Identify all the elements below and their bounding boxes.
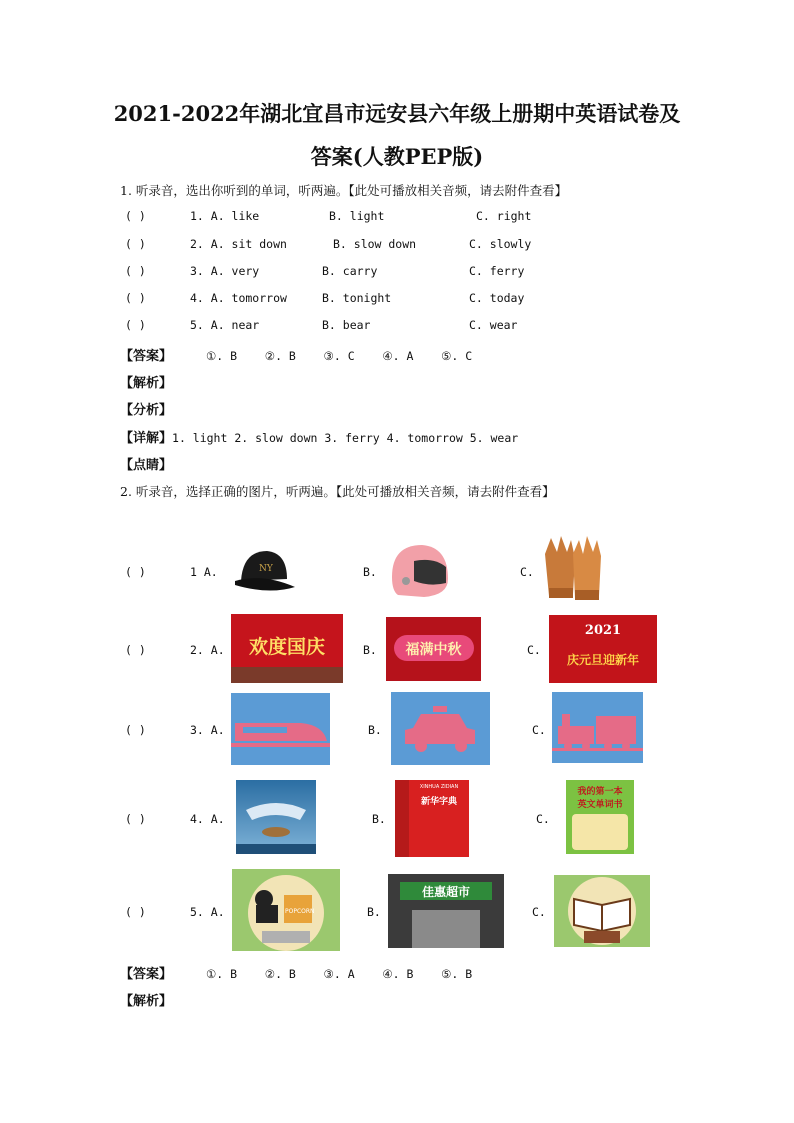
- option-c: C. right: [476, 209, 532, 223]
- answer-blank[interactable]: ( ): [125, 318, 146, 332]
- row-label-b: B.: [368, 723, 382, 737]
- option-a: 5. A. near: [190, 318, 260, 332]
- answer-text: ①. B ②. B ③. A ④. B ⑤. B: [206, 967, 473, 981]
- option-b: B. light: [329, 209, 385, 223]
- market-sign: 佳惠超市: [421, 885, 470, 899]
- gloves-image[interactable]: [537, 532, 611, 608]
- xiangjie-tag: 【详解】: [120, 431, 173, 446]
- answer-blank[interactable]: ( ): [125, 291, 146, 305]
- cap-image[interactable]: [229, 543, 299, 597]
- row-label-c: C.: [532, 905, 546, 919]
- book-cover-image[interactable]: [236, 780, 316, 854]
- answer-blank[interactable]: ( ): [125, 565, 146, 579]
- option-c: C. wear: [469, 318, 518, 332]
- title-line-2: 答案(人教PEP版): [310, 144, 484, 169]
- answer-blank[interactable]: ( ): [125, 209, 146, 223]
- row-label-b: B.: [372, 812, 386, 826]
- row-label-c: C.: [532, 723, 546, 737]
- answer-blank[interactable]: ( ): [125, 643, 146, 657]
- zidian-title: 新华字典: [420, 797, 457, 807]
- book-subtitle: 英文单词书: [577, 800, 623, 810]
- zidian-pinyin: XINHUA ZIDIAN: [419, 784, 459, 790]
- option-a: 2. A. sit down: [190, 237, 287, 251]
- dictionary-image[interactable]: [395, 780, 472, 857]
- option-b: B. tonight: [322, 291, 392, 305]
- steam-train-image[interactable]: [552, 692, 643, 763]
- dianjing-tag: 【点睛】: [120, 458, 173, 473]
- option-b: B. carry: [322, 264, 378, 278]
- xinnian-year-text: 2021: [584, 623, 622, 638]
- row-label-c: C.: [527, 643, 541, 657]
- row-label-c: C.: [520, 565, 534, 579]
- row-label-b: B.: [363, 565, 377, 579]
- option-c: C. today: [469, 291, 525, 305]
- book-title: 我的第一本: [577, 787, 623, 797]
- row-label-c: C.: [536, 812, 550, 826]
- jiexi-tag: 【解析】: [120, 994, 173, 1009]
- answer-blank[interactable]: ( ): [125, 812, 146, 826]
- popcorn-label: POPCORN: [285, 908, 315, 915]
- option-a: 1. A. like: [190, 209, 260, 223]
- answer-blank[interactable]: ( ): [125, 905, 146, 919]
- answer-blank[interactable]: ( ): [125, 723, 146, 737]
- answer-text: ①. B ②. B ③. C ④. A ⑤. C: [206, 349, 473, 363]
- q2-prompt: 2. 听录音，选择正确的图片，听两遍。【此处可播放相关音频，请去附件查看】: [120, 484, 555, 499]
- title-line-1: 2021-2022年湖北宜昌市远安县六年级上册期中英语试卷及: [113, 101, 681, 126]
- guoqing-text: 欢度国庆: [248, 636, 325, 658]
- helmet-image[interactable]: [384, 537, 454, 607]
- option-c: C. ferry: [469, 264, 525, 278]
- option-a: 4. A. tomorrow: [190, 291, 287, 305]
- train-image[interactable]: [231, 693, 330, 765]
- national-day-image[interactable]: [231, 614, 343, 683]
- row-label-b: B.: [363, 643, 377, 657]
- row-label-a: 3. A.: [190, 723, 225, 737]
- svg-text:NY: NY: [259, 564, 273, 574]
- answer-blank[interactable]: ( ): [125, 237, 146, 251]
- option-a: 3. A. very: [190, 264, 260, 278]
- supermarket-image[interactable]: [388, 874, 504, 948]
- zhongqiu-text: 福满中秋: [405, 642, 462, 658]
- library-image[interactable]: [554, 875, 650, 947]
- xinnian-text: 庆元旦迎新年: [566, 653, 639, 667]
- row-label-a: 1 A.: [190, 565, 218, 579]
- new-year-image[interactable]: [549, 615, 657, 683]
- option-b: B. bear: [322, 318, 371, 332]
- row-label-b: B.: [367, 905, 381, 919]
- answer-tag: 【答案】: [120, 967, 173, 982]
- row-label-a: 5. A.: [190, 905, 225, 919]
- word-book-image[interactable]: [566, 780, 634, 854]
- row-label-a: 4. A.: [190, 812, 225, 826]
- mid-autumn-image[interactable]: [386, 617, 481, 681]
- fenxi-tag: 【分析】: [120, 403, 173, 418]
- answer-blank[interactable]: ( ): [125, 264, 146, 278]
- xiangjie-text: 1. light 2. slow down 3. ferry 4. tomorrow 5. wear: [172, 431, 519, 445]
- jiexi-tag: 【解析】: [120, 376, 173, 391]
- q2-answer-row: [120, 963, 472, 982]
- xiangjie-row: [120, 427, 518, 446]
- answer-tag: 【答案】: [120, 349, 173, 364]
- cinema-image[interactable]: [232, 869, 340, 951]
- q1-prompt: 1. 听录音，选出你听到的单词，听两遍。【此处可播放相关音频，请去附件查看】: [120, 183, 568, 198]
- option-c: C. slowly: [469, 237, 532, 251]
- q1-answer-row: [120, 345, 472, 364]
- taxi-image[interactable]: [391, 692, 490, 765]
- option-b: B. slow down: [333, 237, 417, 251]
- row-label-a: 2. A.: [190, 643, 225, 657]
